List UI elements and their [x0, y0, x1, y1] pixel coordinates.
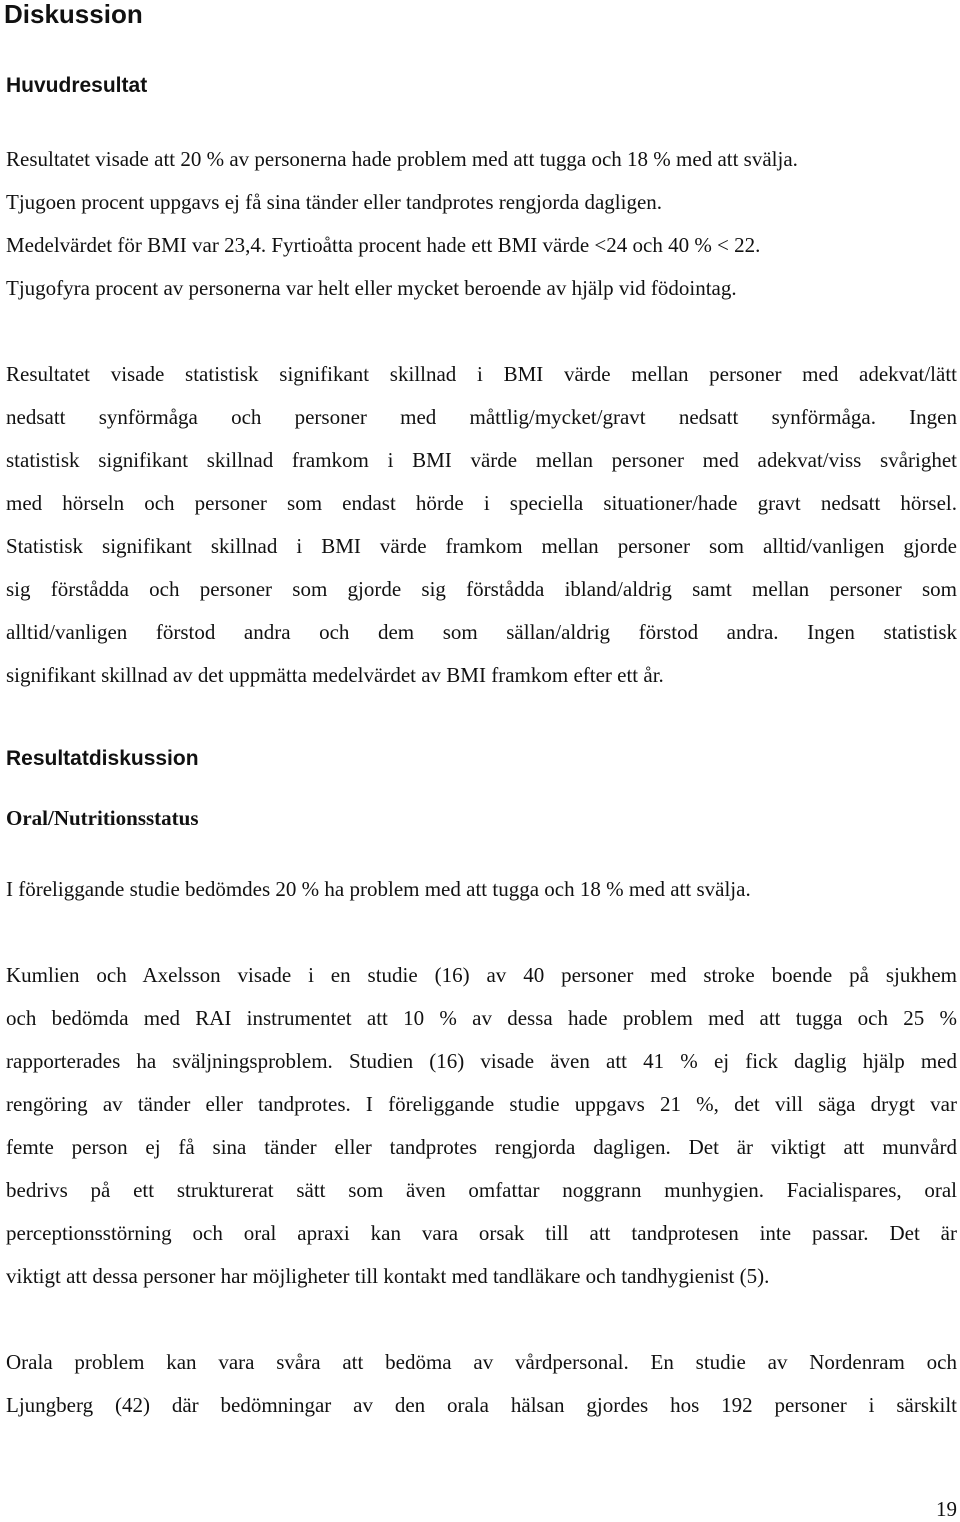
- text-line: Resultatet visade att 20 % av personerna hade problem med att tugga och 18 % med att svälja.: [6, 147, 798, 171]
- text-line: signifikant skillnad av det uppmätta medelvärdet av BMI framkom efter ett år.: [6, 663, 664, 687]
- text-line: perceptionsstörning och oral apraxi kan vara orsak till att tandprotesen inte passar. Det är: [6, 1221, 957, 1245]
- section-heading-resultatdiskussion: Resultatdiskussion: [6, 747, 199, 770]
- text-line: Orala problem kan vara svåra att bedöma av vårdpersonal. En studie av Nordenram och: [6, 1350, 957, 1374]
- text-line: Resultatet visade statistisk signifikant skillnad i BMI värde mellan personer med adekvat/lätt: [6, 362, 957, 386]
- text-line: femte person ej få sina tänder eller tandprotes rengjorda dagligen. Det är viktigt att munvård: [6, 1135, 957, 1159]
- text-line: statistisk signifikant skillnad framkom i BMI värde mellan personer med adekvat/viss svårighet: [6, 448, 957, 472]
- text-line: I föreliggande studie bedömdes 20 % ha problem med att tugga och 18 % med att svälja.: [6, 877, 751, 901]
- text-line: Tjugofyra procent av personerna var helt eller mycket beroende av hjälp vid födointag.: [6, 276, 737, 300]
- text-line: sig förstådda och personer som gjorde sig förstådda ibland/aldrig samt mellan personer som: [6, 577, 957, 601]
- text-line: och bedömda med RAI instrumentet att 10 % av dessa hade problem med att tugga och 25 %: [6, 1006, 957, 1030]
- text-line: med hörseln och personer som endast hörde i speciella situationer/hade gravt nedsatt hörsel.: [6, 491, 957, 515]
- subheading-oral-nutritionsstatus: Oral/Nutritionsstatus: [6, 806, 199, 830]
- text-line: Tjugoen procent uppgavs ej få sina tänder eller tandprotes rengjorda dagligen.: [6, 190, 663, 214]
- section-heading-huvudresultat: Huvudresultat: [6, 74, 148, 97]
- text-line: Medelvärdet för BMI var 23,4. Fyrtioåtta procent hade ett BMI värde <24 och 40 % < 22.: [6, 233, 761, 257]
- text-line: rapporterades ha sväljningsproblem. Studien (16) visade även att 41 % ej fick daglig hjälp med: [6, 1049, 957, 1073]
- page-number: 19: [936, 1497, 957, 1521]
- page-title: Diskussion: [4, 0, 143, 29]
- text-line: viktigt att dessa personer har möjligheter till kontakt med tandläkare och tandhygienist (5).: [6, 1264, 770, 1288]
- text-line: bedrivs på ett strukturerat sätt som även omfattar noggrann munhygien. Facialispares, oral: [6, 1178, 957, 1202]
- text-line: rengöring av tänder eller tandprotes. I föreliggande studie uppgavs 21 %, det vill säga drygt var: [6, 1092, 957, 1116]
- text-line: Ljungberg (42) där bedömningar av den orala hälsan gjordes hos 192 personer i särskilt: [6, 1393, 957, 1417]
- text-line: nedsatt synförmåga och personer med måttlig/mycket/gravt nedsatt synförmåga. Ingen: [6, 405, 957, 429]
- text-line: Kumlien och Axelsson visade i en studie (16) av 40 personer med stroke boende på sjukhem: [6, 963, 957, 987]
- text-line: Statistisk signifikant skillnad i BMI värde framkom mellan personer som alltid/vanligen gjorde: [6, 534, 957, 558]
- text-line: alltid/vanligen förstod andra och dem som sällan/aldrig förstod andra. Ingen statistisk: [6, 620, 957, 644]
